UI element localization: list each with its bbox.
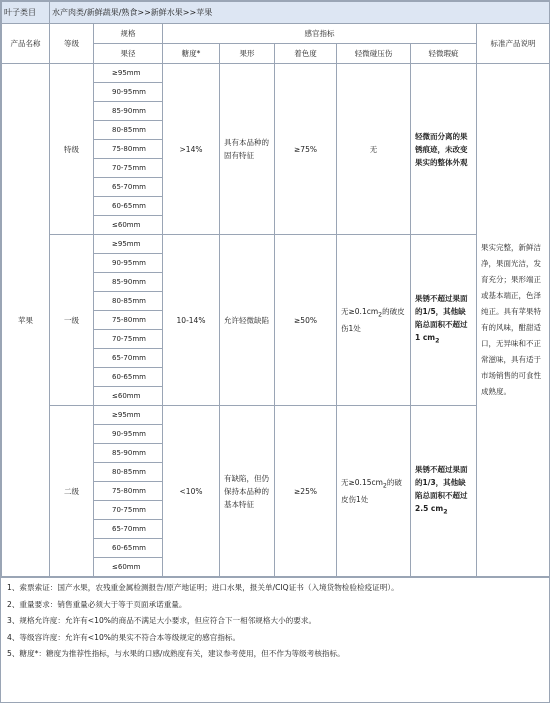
size-cell: 85-90mm	[94, 444, 163, 463]
note-item: 5、糖度*：糖度为推荐性指标，与水果的口感/成熟度有关，建议参考使用，但不作为等级考核指标。	[7, 649, 345, 658]
size-cell: 90-95mm	[94, 83, 163, 102]
sugar-cell: >14%	[163, 64, 220, 235]
note-item: 1、索票索证：国产水果，农残重金属检测报告/原产地证明；进口水果，报关单/CIQ证书（入境货物检验检疫证明）。	[7, 583, 399, 592]
scar-text: 果锈不超过果面的1/3，其他缺陷总面积不超过2.5	[415, 465, 468, 514]
header-color: 着色度	[275, 44, 337, 64]
shape-cell: 具有本品种的固有特征	[220, 64, 275, 235]
scar-cell	[411, 406, 477, 577]
scar-unit: cm	[430, 504, 444, 514]
scar-cell	[411, 235, 477, 406]
sugar-cell: <10%	[163, 406, 220, 577]
color-cell: ≥25%	[275, 406, 337, 577]
size-cell: 75-80mm	[94, 140, 163, 159]
spec-table	[1, 1, 550, 577]
size-cell: ≤60mm	[94, 558, 163, 577]
size-cell: ≥95mm	[94, 64, 163, 83]
scar-cell: 轻微而分离的果锈痕迹，未改变果实的整体外观	[411, 64, 477, 235]
color-cell: ≥75%	[275, 64, 337, 235]
shape-cell: 允许轻微缺陷	[220, 235, 275, 406]
header-sensory: 感官指标	[163, 24, 477, 44]
grade-name: 一级	[50, 235, 94, 406]
size-cell: 60-65mm	[94, 368, 163, 387]
notes	[1, 577, 549, 665]
size-cell: 65-70mm	[94, 520, 163, 539]
bruise-text-tail: 的破皮伤1处	[341, 307, 405, 333]
color-cell: ≥50%	[275, 235, 337, 406]
header-scar: 轻微瑕疵	[411, 44, 477, 64]
size-cell: 75-80mm	[94, 482, 163, 501]
grade-name: 特级	[50, 64, 94, 235]
size-cell: 70-75mm	[94, 501, 163, 520]
bruise-text: 无≥0.15cm	[341, 478, 383, 488]
size-cell: ≤60mm	[94, 216, 163, 235]
note-item: 4、等级容许度：允许有<10%的果实不符合本等级规定的感官指标。	[7, 632, 241, 642]
bruise-subscript: 2	[382, 482, 387, 490]
bruise-cell	[337, 406, 411, 577]
header-diameter: 果径	[94, 44, 163, 64]
size-cell: 60-65mm	[94, 539, 163, 558]
size-cell: 90-95mm	[94, 425, 163, 444]
bruise-subscript: 2	[378, 311, 383, 319]
size-cell: ≥95mm	[94, 235, 163, 254]
scar-unit: cm	[422, 333, 436, 343]
header-spec: 规格	[94, 24, 163, 44]
size-cell: 70-75mm	[94, 159, 163, 178]
note-item: 3、规格允许度：允许有<10%的商品不满足大小要求，但应符合下一相邻规格大小的要求。	[7, 616, 317, 625]
bruise-text-tail: 的破皮伤1处	[341, 478, 402, 504]
header-standard-desc: 标准产品说明	[477, 24, 550, 64]
bruise-text: 无≥0.1cm	[341, 307, 379, 317]
product-name: 苹果	[2, 64, 50, 577]
bruise-cell: 无	[337, 64, 411, 235]
size-cell: 60-65mm	[94, 197, 163, 216]
size-cell: ≥95mm	[94, 406, 163, 425]
grade-name: 二级	[50, 406, 94, 577]
scar-text: 果锈不超过果面的1/5，其他缺陷总面积不超过1	[415, 294, 468, 343]
size-cell: 90-95mm	[94, 254, 163, 273]
size-cell: 85-90mm	[94, 102, 163, 121]
scar-subscript: 2	[435, 337, 440, 345]
size-cell: 70-75mm	[94, 330, 163, 349]
standard-description: 果实完整，新鲜洁净，果面光洁，发育充分；果形端正或基本端正，色泽纯正。具有苹果特有的风味，酣甜适口，无异味和不正常滋味，具有适于市场销售的可食性成熟度。	[477, 64, 550, 577]
size-cell: ≤60mm	[94, 387, 163, 406]
bruise-cell	[337, 235, 411, 406]
size-cell: 65-70mm	[94, 178, 163, 197]
size-cell: 80-85mm	[94, 121, 163, 140]
header-grade: 等级	[50, 24, 94, 64]
size-cell: 80-85mm	[94, 292, 163, 311]
category-path: 水产肉类/新鲜蔬果/熟食>>新鲜水果>>苹果	[50, 2, 550, 24]
header-bruise: 轻微碰压伤	[337, 44, 411, 64]
header-shape: 果形	[220, 44, 275, 64]
shape-cell: 有缺陷，但仍保持本品种的基本特征	[220, 406, 275, 577]
note-item: 2、重量要求：销售重量必须大于等于页面承诺重量。	[7, 599, 187, 609]
size-cell: 85-90mm	[94, 273, 163, 292]
scar-subscript: 2	[443, 508, 448, 516]
header-sugar: 糖度*	[163, 44, 220, 64]
size-cell: 75-80mm	[94, 311, 163, 330]
header-product-name: 产品名称	[2, 24, 50, 64]
size-cell: 65-70mm	[94, 349, 163, 368]
sugar-cell: 10-14%	[163, 235, 220, 406]
category-label: 叶子类目	[2, 2, 50, 24]
size-cell: 80-85mm	[94, 463, 163, 482]
